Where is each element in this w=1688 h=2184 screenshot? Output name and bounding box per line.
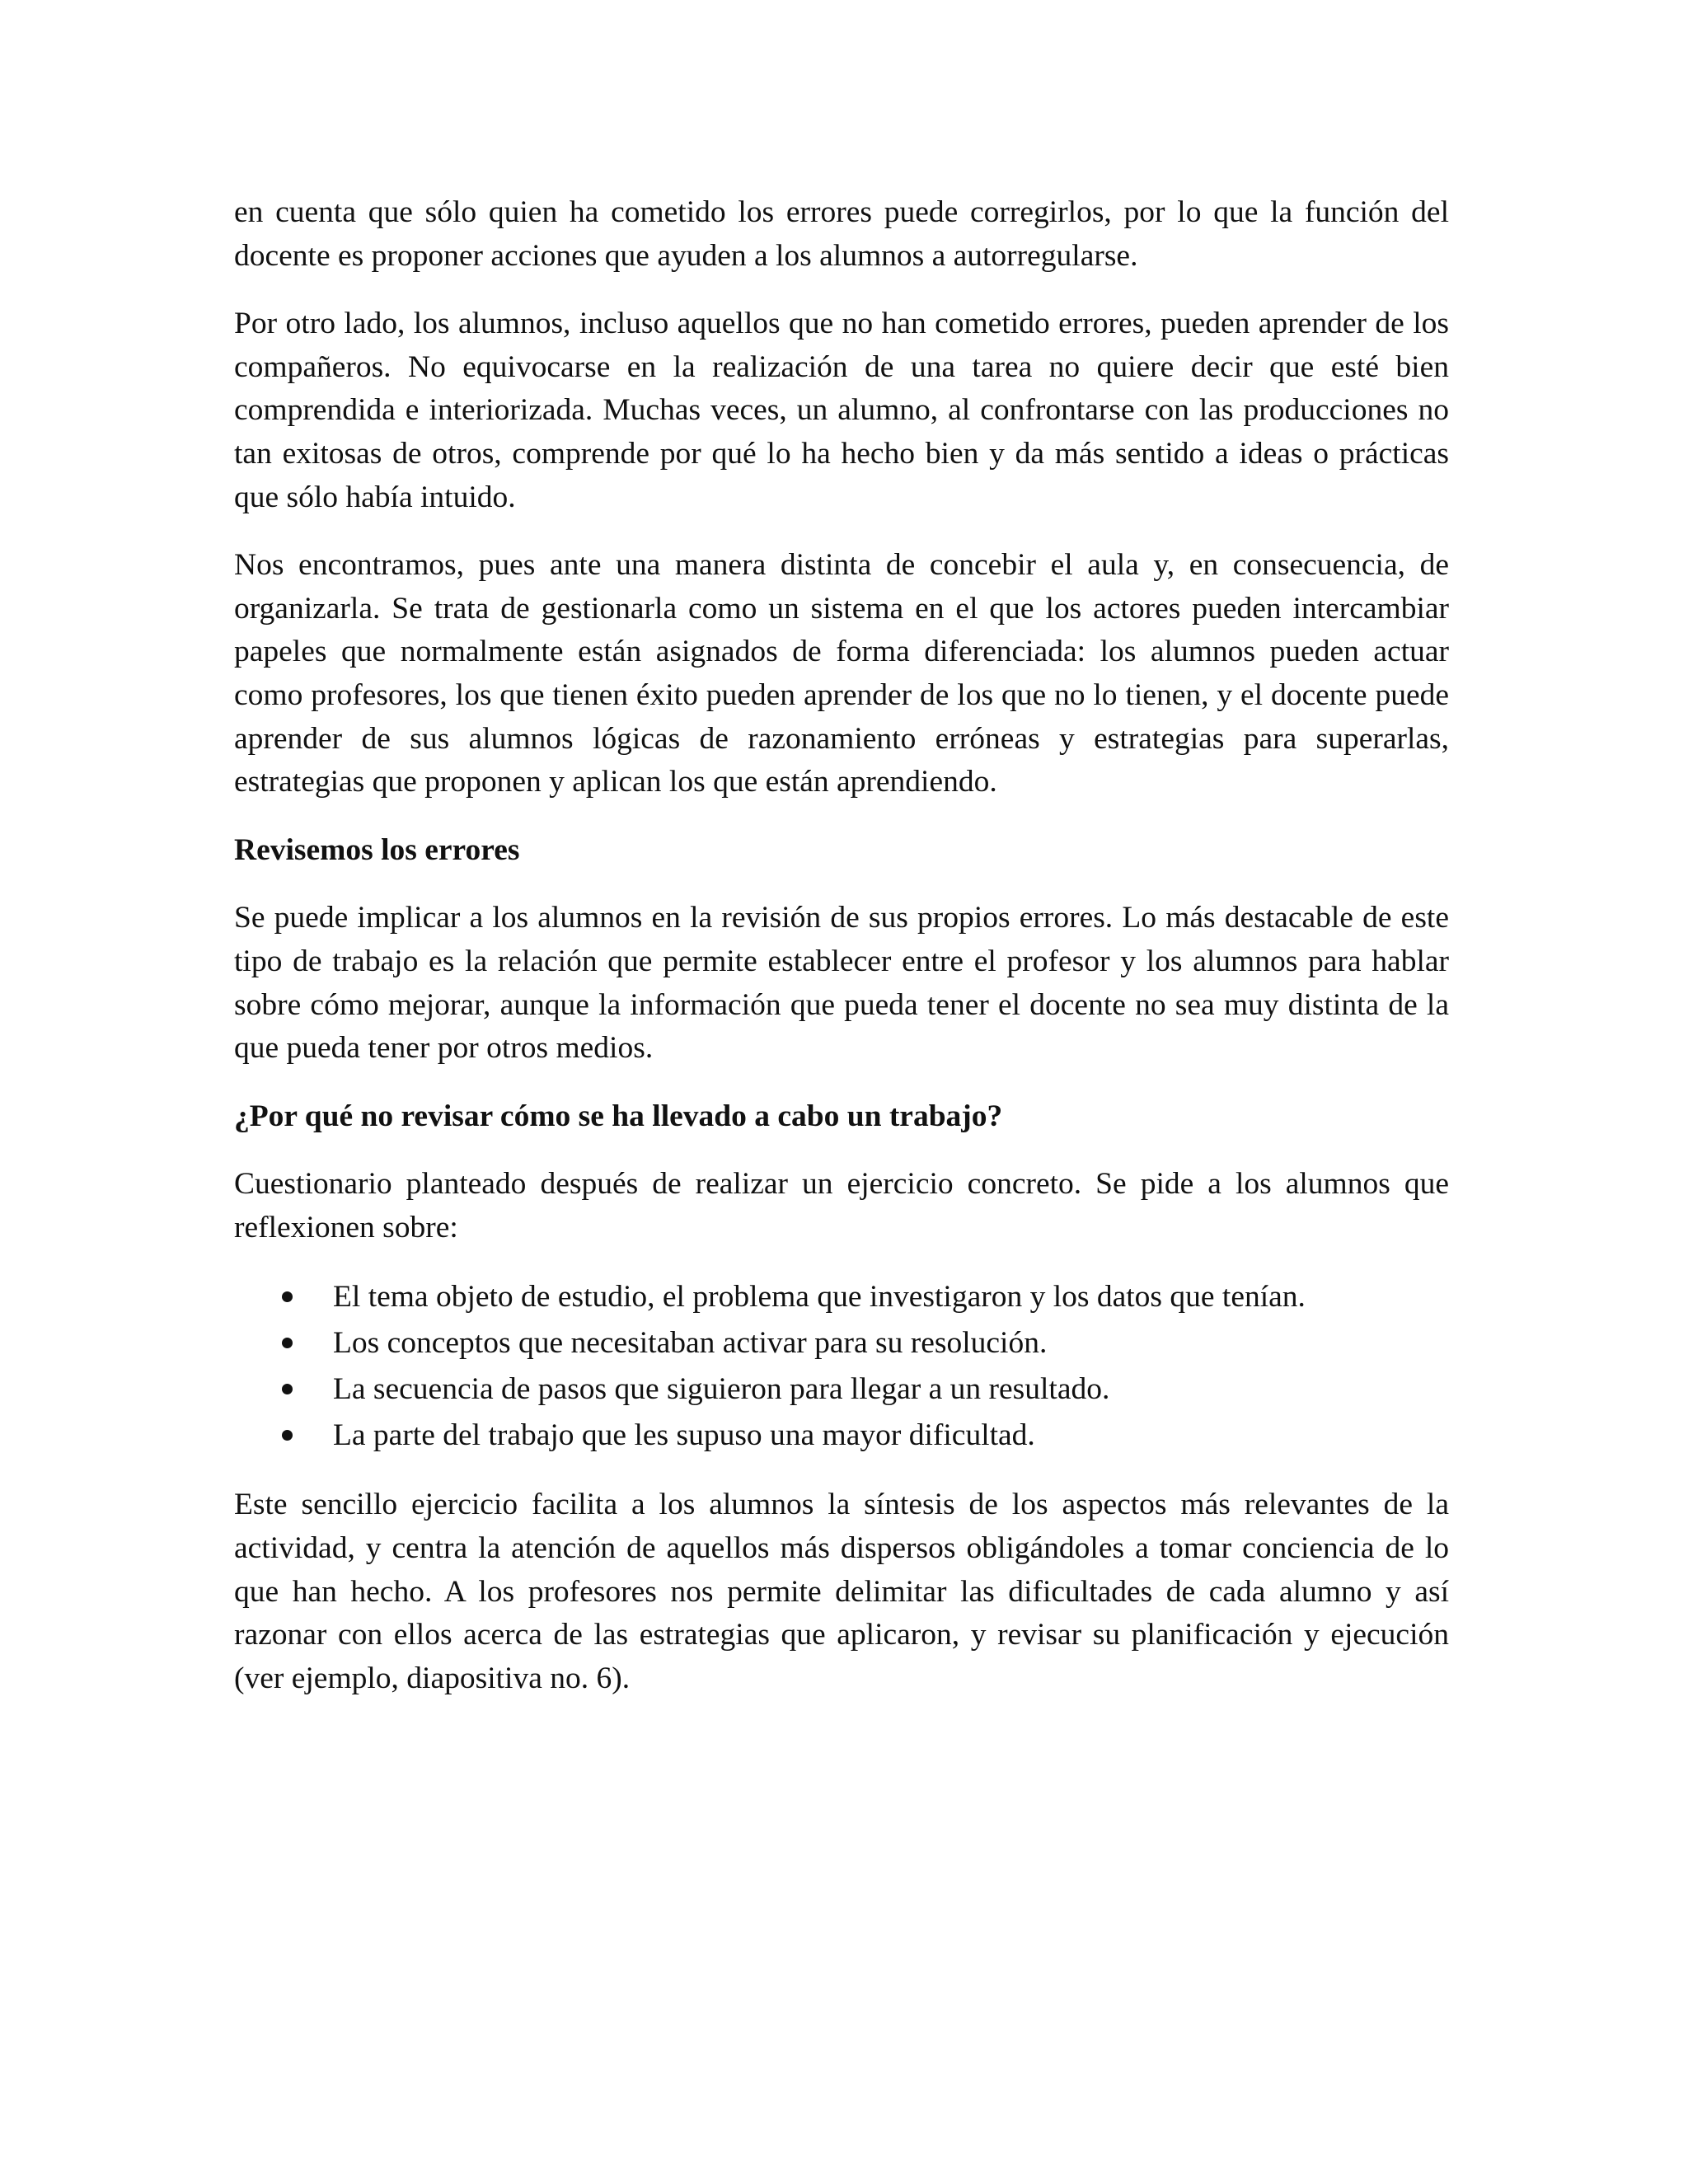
list-item (234, 1366, 1449, 1413)
paragraph-questionnaire: Cuestionario planteado después de realizar un ejercicio concreto. Se pide a los alumnos que reflexionen sobre: (234, 1167, 1449, 1244)
list-item (234, 1413, 1449, 1459)
paragraph-continuation: en cuenta que sólo quien ha cometido los errores puede corregirlos, por lo que la función del docente es proponer acciones que ayuden a los alumnos a autorregularse. (234, 195, 1449, 273)
section-heading-revisemos: Revisemos los errores (234, 832, 520, 867)
list-item-text: La secuencia de pasos que siguieron para llegar a un resultado. (333, 1372, 1110, 1407)
reflection-list (234, 1274, 1449, 1459)
paragraph-classroom-system: Nos encontramos, pues ante una manera distinta de concebir el aula y, en consecuencia, de organizarla. Se trata de gestionarla como un sistema en el que los actores pueden intercambiar papeles que normalmente están asignados de forma diferenciada: los alumnos pueden actuar como profesores, los que tienen éxito pueden aprender de los que no lo tienen, y el docente puede aprender de sus alumnos lógicas de razonamiento erróneas y estrategias para superarlas, estrategias que proponen y aplican los que están aprendiendo. (234, 548, 1449, 799)
list-item-text: La parte del trabajo que les supuso una mayor dificultad. (333, 1418, 1035, 1453)
bullet-icon (282, 1384, 293, 1394)
list-item (234, 1320, 1449, 1366)
list-item-text: Los conceptos que necesitaban activar para su resolución. (333, 1326, 1048, 1361)
paragraph-exercise-benefits: Este sencillo ejercicio facilita a los alumnos la síntesis de los aspectos más relevantes de la actividad, y centra la atención de aquellos más dispersos obligándoles a tomar conciencia de lo que han hecho. A los profesores nos permite delimitar las dificultades de cada alumno y así razonar con ellos acerca de las estrategias que aplicaron, y revisar su planificación y ejecución (ver ejemplo, diapositiva no. 6). (234, 1488, 1449, 1695)
section-heading-por-que: ¿Por qué no revisar cómo se ha llevado a cabo un trabajo? (234, 1099, 1003, 1133)
bullet-icon (282, 1430, 293, 1441)
bullet-icon (282, 1338, 293, 1348)
bullet-icon (282, 1291, 293, 1302)
list-item (234, 1274, 1449, 1320)
paragraph-review-errors: Se puede implicar a los alumnos en la revisión de sus propios errores. Lo más destacable de este tipo de trabajo es la relación que permite establecer entre el profesor y los alumnos para hablar sobre cómo mejorar, aunque la información que pueda tener el docente no sea muy distinta de la que pueda tener por otros medios. (234, 901, 1449, 1066)
paragraph-peer-learning: Por otro lado, los alumnos, incluso aquellos que no han cometido errores, pueden aprender de los compañeros. No equivocarse en la realización de una tarea no quiere decir que esté bien comprendida e interiorizada. Muchas veces, un alumno, al confrontarse con las producciones no tan exitosas de otros, comprende por qué lo ha hecho bien y da más sentido a ideas o prácticas que sólo había intuido. (234, 307, 1449, 514)
list-item-text: El tema objeto de estudio, el problema que investigaron y los datos que tenían. (333, 1280, 1306, 1315)
document-body (234, 191, 1449, 1725)
